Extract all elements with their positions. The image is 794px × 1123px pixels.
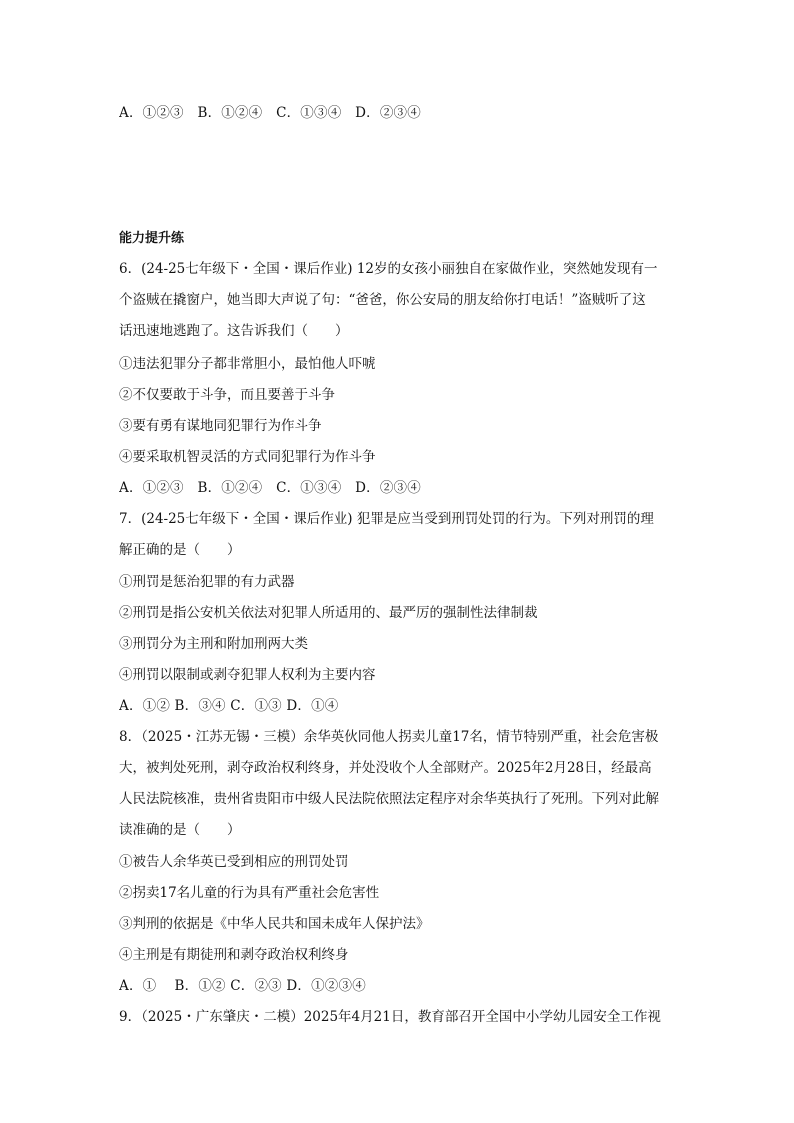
prev-question-options: A．①②③ B．①②④ C．①③④ D．②③④ [119,105,421,121]
section-title: 能力提升练 [119,231,185,246]
q6-item-3: ③要有勇有谋地同犯罪行为作斗争 [119,418,322,434]
q6-stem-line-1: 6．(24-25七年级下・全国・课后作业) 12岁的女孩小丽独自在家做作业，突然她发现有一 [119,261,658,277]
q7-item-3: ③刑罚分为主刑和附加刑两大类 [119,636,308,652]
q8-item-2: ②拐卖17名儿童的行为具有严重社会危害性 [119,885,380,901]
q6-item-2: ②不仅要敢于斗争，而且要善于斗争 [119,387,335,403]
q6-item-4: ④要采取机智灵活的方式同犯罪行为作斗争 [119,449,376,465]
q8-item-3: ③判刑的依据是《中华人民共和国未成年人保护法》 [119,916,430,932]
q7-options: A．①② B．③④ C．①③ D．①④ [119,698,339,714]
q7-stem-line-2: 解正确的是（ ） [119,542,241,558]
q7-item-1: ①刑罚是惩治犯罪的有力武器 [119,574,295,590]
q9-stem-line-1: 9．（2025・广东肇庆・二模）2025年4月21日，教育部召开全国中小学幼儿园安全工作视 [119,1009,661,1025]
q7-item-2: ②刑罚是指公安机关依法对犯罪人所适用的、最严厉的强制性法律制裁 [119,605,538,621]
q8-item-4: ④主刑是有期徒刑和剥夺政治权利终身 [119,947,349,963]
q8-item-1: ①被告人余华英已受到相应的刑罚处罚 [119,854,349,870]
q8-stem-line-4: 读准确的是（ ） [119,822,241,838]
q8-options: A．① B．①② C．②③ D．①②③④ [119,978,366,994]
q6-stem-line-3: 话迅速地逃跑了。这告诉我们（ ） [119,323,349,339]
q6-stem-line-2: 个盗贼在撬窗户，她当即大声说了句：“爸爸，你公安局的朋友给你打电话！”盗贼听了这 [119,292,646,308]
q8-stem-line-3: 人民法院核准，贵州省贵阳市中级人民法院依照法定程序对余华英执行了死刑。下列对此解 [119,791,659,807]
q6-item-1: ①违法犯罪分子都非常胆小，最怕他人吓唬 [119,356,376,372]
q8-stem-line-2: 大，被判处死刑，剥夺政治权利终身，并处没收个人全部财产。2025年2月28日，经最高 [119,760,652,776]
q6-options: A．①②③ B．①②④ C．①③④ D．②③④ [119,480,421,496]
q7-stem-line-1: 7．(24-25七年级下・全国・课后作业) 犯罪是应当受到刑罚处罚的行为。下列对刑罚的理 [119,511,654,527]
q8-stem-line-1: 8．（2025・江苏无锡・三模）余华英伙同他人拐卖儿童17名，情节特别严重，社会危害极 [119,729,659,745]
q7-item-4: ④刑罚以限制或剥夺犯罪人权利为主要内容 [119,667,376,683]
